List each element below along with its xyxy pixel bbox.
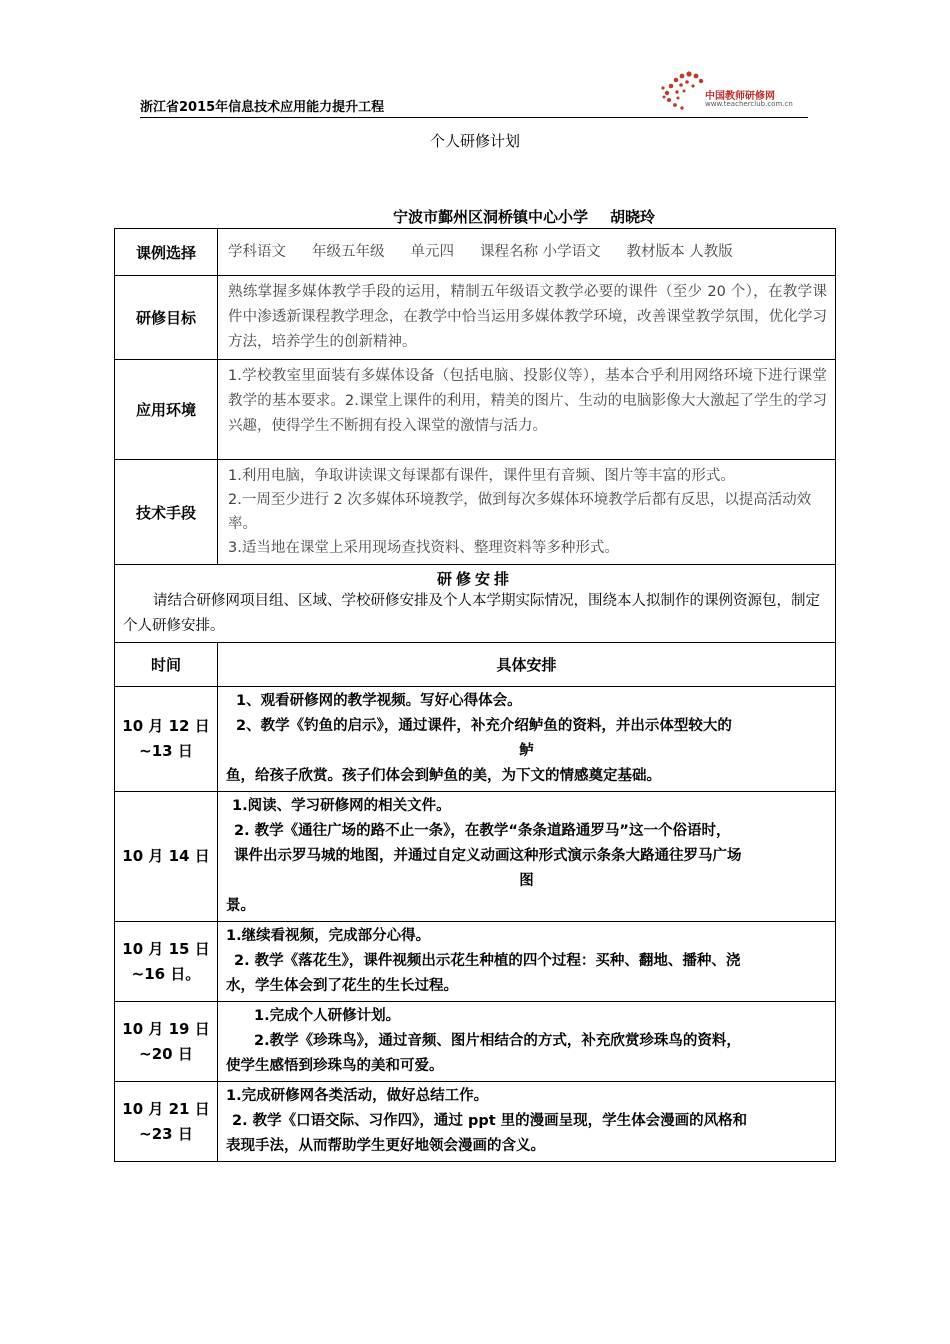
course-edition: 教材版本 人教版 — [626, 243, 733, 260]
schedule-plan — [218, 1082, 836, 1162]
course-name: 课程名称 小学语文 — [480, 243, 601, 260]
plan-table — [114, 228, 836, 1162]
header-divider — [140, 117, 808, 118]
schedule-plan — [218, 922, 836, 1002]
env-text: 1.学校教室里面装有多媒体设备（包括电脑、投影仪等），基本合乎利用网络环境下进行课堂教学的基本要求。2.课堂上课件的利用，精美的图片、生动的电脑影像大大激起了学生的学习兴趣，使得学生不断拥有投入课堂的激情与活力。 — [218, 360, 836, 460]
schedule-time-line: 10 月 21 日 — [122, 1099, 210, 1118]
schedule-row — [115, 1002, 836, 1082]
tech-text — [218, 460, 836, 565]
header-org: 浙江省2015年信息技术应用能力提升工程 — [140, 100, 385, 115]
arrangement-intro: 请结合研修网项目组、区域、学校研修安排及个人本学期实际情况，围绕本人拟制作的课例资源包，制定个人研修安排。 — [123, 593, 820, 634]
schedule-plan-line: 课件出示罗马城的地图，并通过自定义动画这种形式演示条条大路通往罗马广场 — [234, 848, 742, 864]
schedule-time — [115, 1002, 218, 1082]
schedule-plan — [218, 792, 836, 922]
schedule-plan — [218, 687, 836, 792]
school-name: 宁波市鄞州区洞桥镇中心小学 — [393, 208, 589, 226]
col-time-header: 时间 — [115, 643, 218, 687]
schedule-plan-line: 1.阅读、学习研修网的相关文件。 — [232, 798, 451, 814]
schedule-plan-line: 景。 — [226, 898, 255, 914]
schedule-row — [115, 792, 836, 922]
schedule-plan-line: 鲈 — [519, 743, 534, 759]
schedule-time-line: ~20 日 — [139, 1044, 193, 1063]
schedule-plan-line: 鱼，给孩子欣赏。孩子们体会到鲈鱼的美，为下文的情感奠定基础。 — [226, 768, 661, 784]
goal-text: 熟练掌握多媒体教学手段的运用，精制五年级语文教学必要的课件（至少 20 个），在教学课件中渗透新课程教学理念，在教学中恰当运用多媒体教学环境，改善课堂教学氛围，优化学习方法，培养学生的创新精神。 — [218, 276, 836, 360]
env-label: 应用环境 — [115, 360, 218, 460]
tech-line: 3.适当地在课堂上采用现场查找资料、整理资料等多种形式。 — [228, 540, 619, 556]
schedule-plan-line: 表现手法，从而帮助学生更好地领会漫画的含义。 — [226, 1138, 545, 1154]
goal-label: 研修目标 — [115, 276, 218, 360]
logo-url: www.teacherclub.com.cn — [705, 100, 793, 108]
schedule-time — [115, 922, 218, 1002]
schedule-row — [115, 1082, 836, 1162]
course-grade: 年级五年级 — [312, 243, 385, 260]
schedule-row — [115, 922, 836, 1002]
schedule-time-line: ~16 日。 — [131, 964, 201, 983]
schedule-plan — [218, 1002, 836, 1082]
arrangement-title: 研修安排 — [436, 570, 513, 588]
tech-line: 1.利用电脑，争取讲读课文每课都有课件，课件里有音频、图片等丰富的形式。 — [228, 468, 735, 484]
schedule-plan-line: 1.完成个人研修计划。 — [254, 1008, 401, 1024]
schedule-time-line: 10 月 15 日 — [122, 939, 210, 958]
schedule-plan-line: 水，学生体会到了花生的生长过程。 — [226, 978, 458, 994]
row-goal — [115, 276, 836, 360]
schedule-plan-line: 图 — [519, 873, 534, 889]
logo-name: 中国教师研修网 — [705, 91, 775, 102]
page-title: 个人研修计划 — [429, 132, 520, 150]
row-tech — [115, 460, 836, 565]
schedule-time — [115, 687, 218, 792]
schedule-time-line: ~13 日 — [139, 742, 193, 760]
schedule-plan-line: 2. 教学《通往广场的路不止一条》，在教学“条条道路通罗马”这一个俗语时， — [234, 823, 731, 839]
schedule-plan-line: 2. 教学《口语交际、习作四》，通过 ppt 里的漫画呈现，学生体会漫画的风格和 — [232, 1113, 748, 1129]
course-unit: 单元四 — [410, 243, 454, 260]
schedule-plan-line: 使学生感悟到珍珠鸟的美和可爱。 — [226, 1058, 444, 1074]
schedule-body — [115, 687, 836, 1162]
schedule-time-line: 10 月 12 日 — [122, 717, 210, 735]
course-label: 课例选择 — [115, 229, 218, 276]
schedule-plan-line: 1、观看研修网的教学视频。写好心得体会。 — [236, 693, 522, 709]
schedule-plan-line: 1.继续看视频，完成部分心得。 — [226, 928, 431, 944]
schedule-time-line: 10 月 14 日 — [122, 847, 210, 865]
course-subject: 学科语文 — [228, 243, 286, 260]
person-name: 胡晓玲 — [610, 208, 656, 226]
schedule-plan-line: 2、教学《钓鱼的启示》，通过课件，补充介绍鲈鱼的资料，并出示体型较大的 — [236, 718, 732, 734]
tech-line: 2.一周至少进行 2 次多媒体环境教学，做到每次多媒体环境教学后都有反思，以提高活动效率。 — [228, 492, 812, 532]
schedule-plan-line: 2.教学《珍珠鸟》，通过音频、图片相结合的方式，补充欣赏珍珠鸟的资料， — [254, 1033, 741, 1049]
course-options — [218, 229, 836, 276]
schedule-time-line: 10 月 19 日 — [122, 1019, 210, 1038]
col-plan-header: 具体安排 — [218, 643, 836, 687]
row-schedule-header — [115, 643, 836, 687]
tech-label: 技术手段 — [115, 460, 218, 565]
schedule-row — [115, 687, 836, 792]
arrangement-section — [115, 565, 836, 643]
row-arrangement — [115, 565, 836, 643]
row-env — [115, 360, 836, 460]
schedule-time — [115, 1082, 218, 1162]
schedule-time-line: ~23 日 — [139, 1124, 193, 1143]
schedule-plan-line: 1.完成研修网各类活动，做好总结工作。 — [226, 1088, 489, 1104]
schedule-plan-line: 2. 教学《落花生》，课件视频出示花生种植的四个过程：买种、翻地、播种、浇 — [234, 953, 741, 969]
schedule-time — [115, 792, 218, 922]
row-course — [115, 229, 836, 276]
school-line — [393, 206, 655, 227]
